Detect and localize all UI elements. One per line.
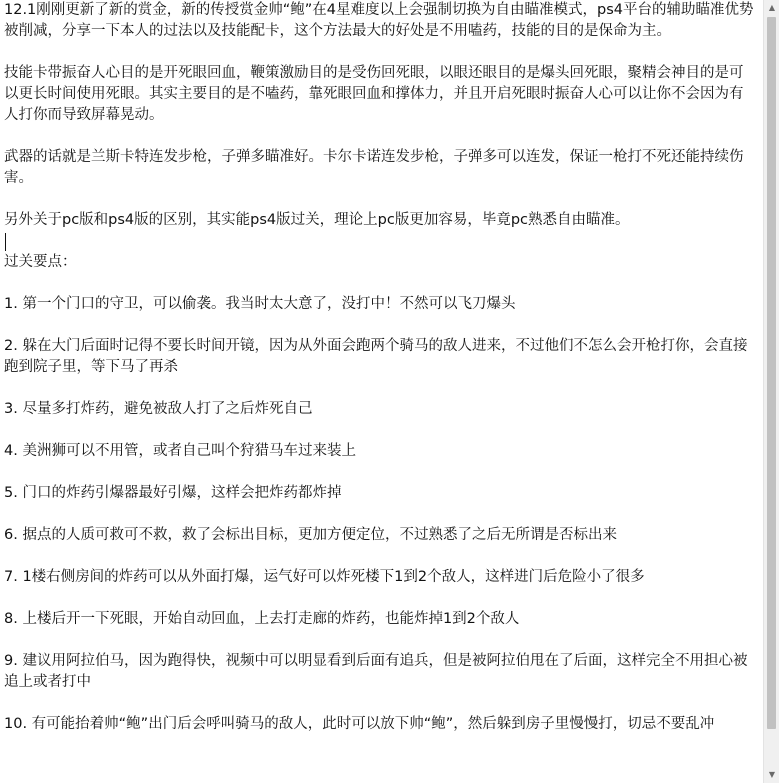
- blank-line: [4, 126, 757, 147]
- scroll-down-icon[interactable]: ▼: [768, 770, 776, 779]
- paragraph-platform: 另外关于pc版和ps4版的区别，其实能ps4版过关，理论上pc版更加容易，毕竟pc熟悉自由瞄准。: [4, 212, 630, 228]
- tip-item: 1. 第一个门口的守卫，可以偷袭。我当时太大意了，没打中！不然可以飞刀爆头: [4, 296, 516, 312]
- blank-line: [4, 504, 757, 525]
- blank-line: [4, 588, 757, 609]
- paragraph-weapons: 武器的话就是兰斯卡特连发步枪，子弹多瞄准好。卡尔卡诺连发步枪，子弹多可以连发，保证一枪打不死还能持续伤害。: [4, 149, 744, 186]
- tip-item: 2. 躲在大门后面时记得不要长时间开镜，因为从外面会跑两个骑马的敌人进来，不过他们不怎么会开枪打你，会直接跑到院子里，等下马了再杀: [4, 338, 748, 375]
- blank-line: [4, 378, 757, 399]
- blank-line: [4, 546, 757, 567]
- tip-item: 7. 1楼右侧房间的炸药可以从外面打爆，运气好可以炸死楼下1到2个敌人，这样进门后危险小了很多: [4, 569, 645, 585]
- tips-heading: 过关要点：: [4, 254, 77, 270]
- blank-line: [4, 420, 757, 441]
- blank-line: [4, 693, 757, 714]
- paragraph-skills: 技能卡带振奋人心目的是开死眼回血，鞭策激励目的是受伤回死眼，以眼还眼目的是爆头回死眼，聚精会神目的是可以更长时间使用死眼。其实主要目的是不嗑药，靠死眼回血和撑体力，并且开启死眼时振奋人心可以让你不会因为有人打你而导致屏幕晃动。: [4, 65, 744, 123]
- vertical-scrollbar[interactable]: [763, 0, 779, 783]
- blank-line: [4, 462, 757, 483]
- blank-line: [4, 42, 757, 63]
- caret-line: [4, 231, 757, 252]
- blank-line: [4, 189, 757, 210]
- scrollbar-thumb[interactable]: [767, 17, 776, 729]
- text-caret: [5, 233, 6, 251]
- tip-item: 10. 有可能抬着帅“鲍”出门后会呼叫骑马的敌人，此时可以放下帅“鲍”，然后躲到房子里慢慢打，切忌不要乱冲: [4, 716, 715, 732]
- paragraph-intro: 12.1刚刚更新了新的赏金，新的传授赏金帅“鲍”在4星难度以上会强制切换为自由瞄准模式，ps4平台的辅助瞄准优势被削减，分享一下本人的过法以及技能配卡，这个方法最大的好处是不用嗑药，技能的目的是保命为主。: [4, 2, 754, 39]
- tip-item: 9. 建议用阿拉伯马，因为跑得快，视频中可以明显看到后面有追兵，但是被阿拉伯甩在了后面，这样完全不用担心被追上或者打中: [4, 653, 748, 690]
- blank-line: [4, 315, 757, 336]
- scroll-up-icon[interactable]: ▲: [768, 3, 776, 12]
- tip-item: 3. 尽量多打炸药，避免被敌人打了之后炸死自己: [4, 401, 313, 417]
- tip-item: 5. 门口的炸药引爆器最好引爆，这样会把炸药都炸掉: [4, 485, 342, 501]
- blank-line: [4, 630, 757, 651]
- blank-line: [4, 273, 757, 294]
- tip-item: 4. 美洲狮可以不用管，或者自己叫个狩猎马车过来装上: [4, 443, 356, 459]
- tip-item: 6. 据点的人质可救可不救，救了会标出目标，更加方便定位，不过熟悉了之后无所谓是否标出来: [4, 527, 617, 543]
- tip-item: 8. 上楼后开一下死眼，开始自动回血，上去打走廊的炸药，也能炸掉1到2个敌人: [4, 611, 520, 627]
